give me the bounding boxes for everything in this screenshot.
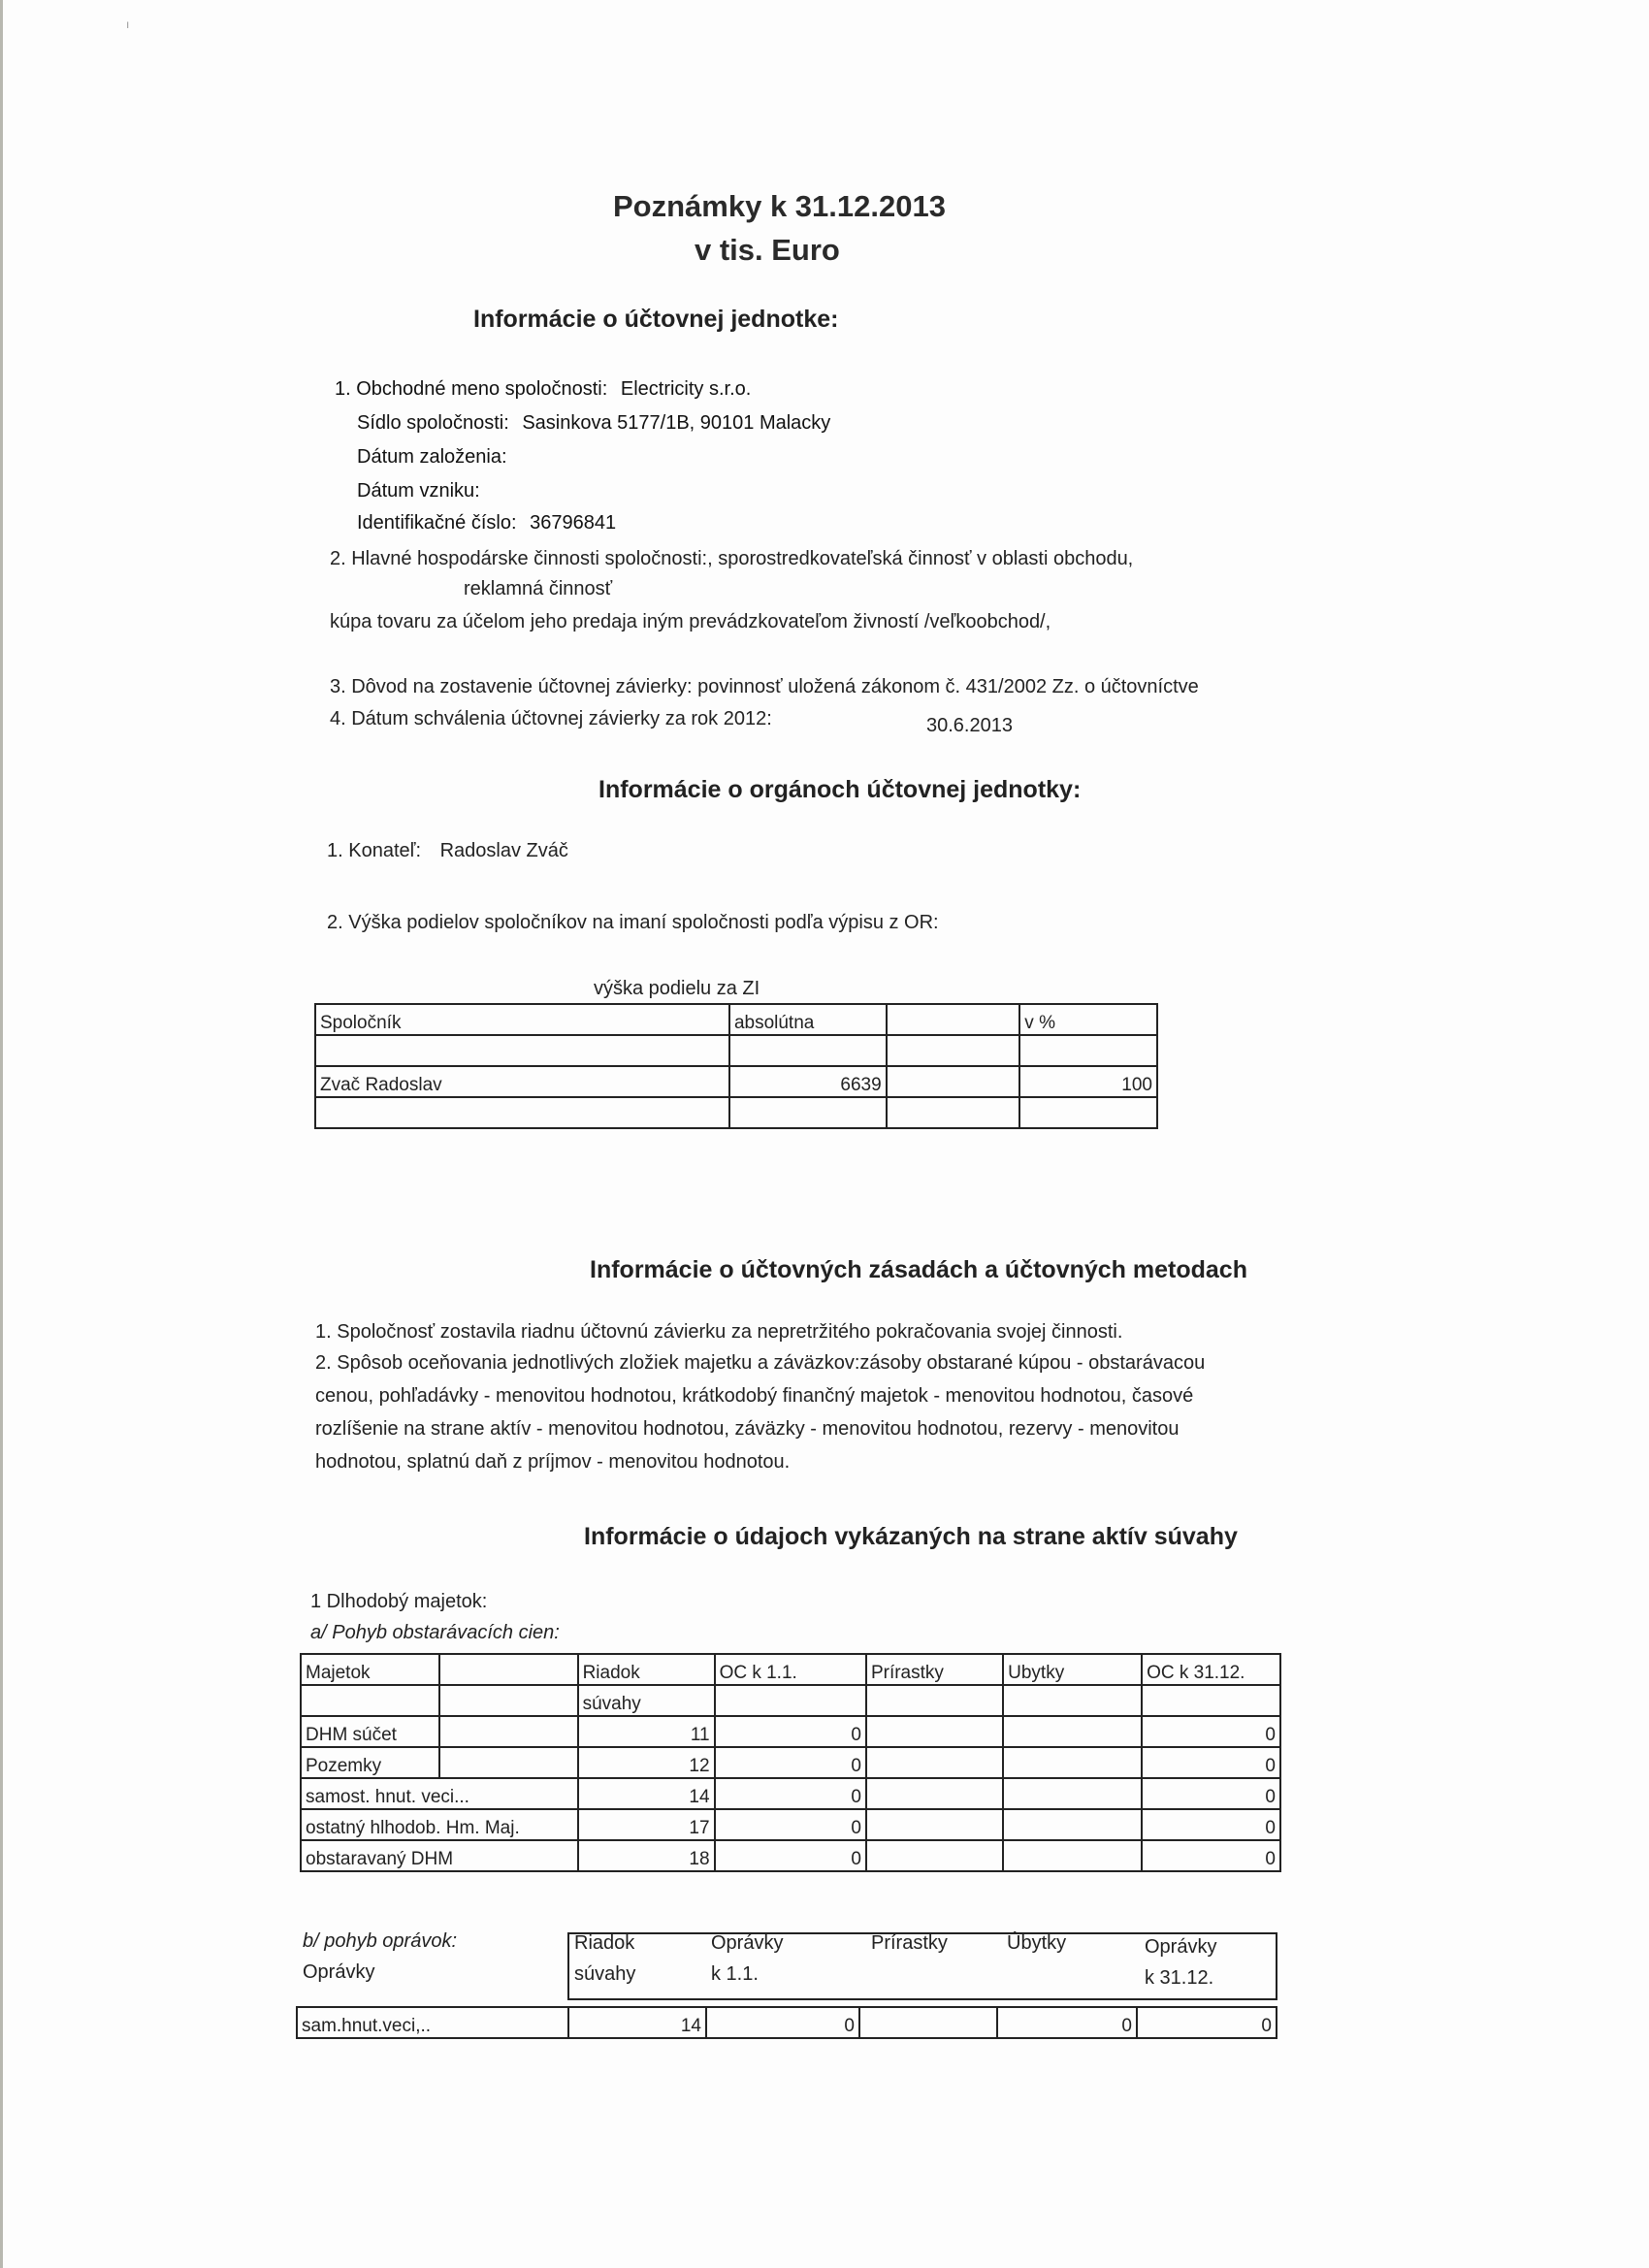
table-row: [315, 1035, 1157, 1066]
table-header-row: Majetok Riadok OC k 1.1. Prírastky Ubytky OC k 31.12.: [301, 1654, 1280, 1685]
table-header-row-2: súvahy: [301, 1685, 1280, 1716]
director-row: [327, 840, 568, 862]
scan-speck: ı: [126, 17, 130, 31]
table-a-caption: a/ Pohyb obstarávacích cien:: [310, 1622, 560, 1643]
header-partner: Spoločník: [315, 1004, 729, 1035]
principles-item2-line2: cenou, pohľadávky - menovitou hodnotou, krátkodobý finančný majetok - menovitou hodnotou, časové: [315, 1385, 1194, 1407]
header-blank: [887, 1004, 1020, 1035]
long-term-assets-heading: 1 Dlhodobý majetok:: [310, 1591, 488, 1612]
shares-table: [314, 1003, 1158, 1129]
section-heading-bodies: Informácie o orgánoch účtovnej jednotky:: [598, 776, 1082, 803]
section-heading-principles: Informácie o účtovných zásadách a účtovných metodach: [590, 1256, 1247, 1283]
table-b-header-row2: súvahy: [574, 1963, 636, 1985]
approval-date-value: 30.6.2013: [926, 715, 1013, 736]
main-activities-line3: kúpa tovaru za účelom jeho predaja iným prevádzkovateľom živností /veľkoobchod/,: [330, 611, 1051, 632]
table-b-header-end1: Oprávky: [1145, 1936, 1217, 1958]
section-heading-entity: Informácie o účtovnej jednotke:: [473, 306, 839, 333]
seat-value: Sasinkova 5177/1B, 90101 Malacky: [522, 412, 831, 434]
seat-label: Sídlo spoločnosti:: [357, 412, 509, 434]
header-percent: v %: [1019, 1004, 1157, 1035]
depreciation-table: [296, 2006, 1277, 2039]
page-title: Poznámky k 31.12.2013: [613, 189, 946, 223]
table-b-header-disposals: Úbytky: [1007, 1932, 1067, 1954]
table-row: DHM súčet 11 0 0: [301, 1716, 1280, 1747]
shares-table-caption: výška podielu za ZI: [594, 978, 760, 999]
table-b-caption: b/ pohyb oprávok:: [303, 1930, 457, 1952]
table-b-header-start1: Oprávky: [711, 1932, 784, 1954]
table-row: obstaravaný DHM 18 0 0: [301, 1840, 1280, 1871]
seat-row: [357, 412, 830, 435]
company-name-row: [335, 378, 751, 401]
id-number-value: 36796841: [530, 512, 617, 534]
director-value: Radoslav Zváč: [439, 840, 568, 861]
partner-absolute: 6639: [729, 1066, 887, 1097]
table-b-label: Oprávky: [303, 1961, 375, 1983]
director-label: 1. Konateľ:: [327, 840, 422, 861]
approval-date-label: 4. Dátum schválenia účtovnej závierky za rok 2012:: [330, 708, 772, 729]
principles-item2-line4: hodnotou, splatnú daň z príjmov - menovitou hodnotou.: [315, 1451, 791, 1473]
table-row: sam.hnut.veci,.. 14 0 0 0: [297, 2007, 1277, 2038]
partner-name: Zvač Radoslav: [315, 1066, 729, 1097]
table-row: samost. hnut. veci... 14 0 0: [301, 1778, 1280, 1809]
table-b-header-row1: Riadok: [574, 1932, 635, 1954]
shares-statement: 2. Výška podielov spoločníkov na imaní spoločnosti podľa výpisu z OR:: [327, 912, 939, 933]
principles-item2-line3: rozlíšenie na strane aktív - menovitou hodnotou, záväzky - menovitou hodnotou, rezervy - menovitou: [315, 1418, 1180, 1440]
table-row: [315, 1066, 1157, 1097]
scan-edge: [0, 0, 3, 2268]
founding-date-label: Dátum založenia:: [357, 446, 507, 468]
company-name-value: Electricity s.r.o.: [620, 378, 752, 400]
principles-item1: 1. Spoločnosť zostavila riadnu účtovnú závierku za nepretržitého pokračovania svojej činnosti.: [315, 1321, 1123, 1343]
page-subtitle: v tis. Euro: [695, 233, 840, 267]
main-activities-line2: reklamná činnosť: [464, 578, 613, 599]
table-row: [315, 1097, 1157, 1128]
table-b-header-start2: k 1.1.: [711, 1963, 759, 1985]
partner-percent: 100: [1019, 1066, 1157, 1097]
table-header-row: [315, 1004, 1157, 1035]
acquisition-cost-table: [300, 1653, 1281, 1872]
section-heading-assets: Informácie o údajoch vykázaných na strane aktív súvahy: [584, 1523, 1238, 1550]
table-b-header-additions: Prírastky: [871, 1932, 948, 1954]
company-name-label: 1. Obchodné meno spoločnosti:: [335, 378, 608, 400]
table-b-header-end2: k 31.12.: [1145, 1967, 1214, 1989]
id-number-row: [357, 512, 616, 535]
main-activities-line1: 2. Hlavné hospodárske činnosti spoločnosti:, sporostredkovateľská činnosť v oblasti obchodu,: [330, 548, 1134, 569]
table-row: Pozemky 12 0 0: [301, 1747, 1280, 1778]
reason-statement: 3. Dôvod na zostavenie účtovnej závierky: povinnosť uložená zákonom č. 431/2002 Zz. o účtovníctve: [330, 676, 1199, 697]
principles-item2-line1: 2. Spôsob oceňovania jednotlivých zložiek majetku a záväzkov:zásoby obstarané kúpou - obstarávacou: [315, 1352, 1206, 1374]
header-absolute: absolútna: [729, 1004, 887, 1035]
origin-date-label: Dátum vzniku:: [357, 480, 480, 502]
id-number-label: Identifikačné číslo:: [357, 512, 517, 534]
table-row: ostatný hlhodob. Hm. Maj. 17 0 0: [301, 1809, 1280, 1840]
